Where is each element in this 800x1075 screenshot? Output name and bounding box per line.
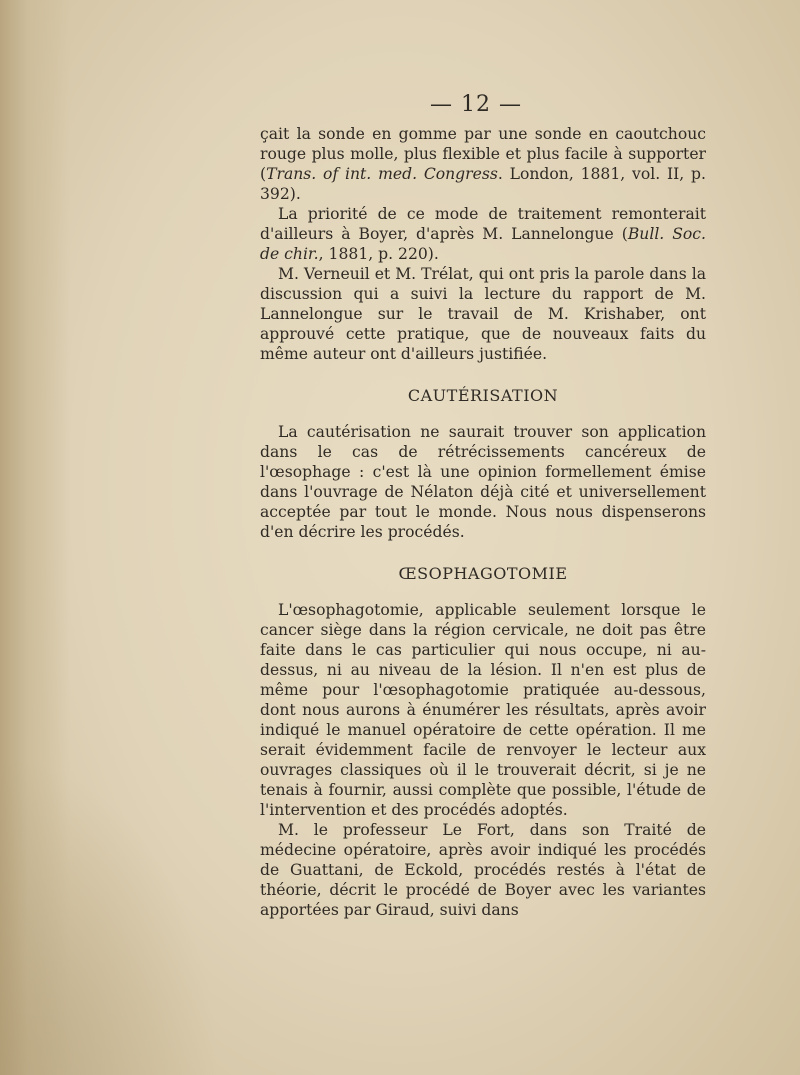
paragraph-1-text: çait la sonde en gomme par une sonde en caoutchouc rouge plus molle, plus flexible et plus facile à supporter ( [260,125,706,183]
citation-bull: Bull. Soc. de chir. [260,225,706,263]
paragraph-6: M. le professeur Le Fort, dans son Traité de médecine opératoire, après avoir indiqué les procédés de Guattani, de Eckold, procédés restés à l'état de théorie, décrit le procédé de Boyer avec les variantes apportées par Giraud, suivi dans [260,821,706,919]
citation-trans: Trans. of int. med. Congress [266,165,498,183]
paragraph-2 [260,204,706,264]
paragraph-1-end: . London, 1881, vol. II, p. 392). [260,165,706,203]
page-number: — 12 — [430,92,522,117]
paragraph-2-end: , 1881, p. 220). [318,245,439,263]
paragraph-3: M. Verneuil et M. Trélat, qui ont pris la parole dans la discussion qui a suivi la lecture du rapport de M. Lannelongue sur le travail de M. Krishaber, ont approuvé cette pratique, que de nouveaux faits du même auteur ont d'ailleurs justifiée. [260,265,706,363]
page-stain [0,755,220,1075]
section-heading-oesophagotomie: ŒSOPHAGOTOMIE [398,564,568,583]
body-text [260,124,706,920]
paragraph-1 [260,124,706,204]
section-heading-cauterisation: CAUTÉRISATION [407,386,559,405]
paragraph-4: La cautérisation ne saurait trouver son application dans le cas de rétrécissements cancéreux de l'œsophage : c'est là une opinion formellement émise dans l'ouvrage de Nélaton déjà cité et universellement acceptée par tout le monde. Nous nous dispenserons d'en décrire les procédés. [260,423,706,541]
paragraph-2-text: La priorité de ce mode de traitement remonterait d'ailleurs à Boyer, d'après M. Lannelongue ( [260,205,706,243]
paragraph-5: L'œsophagotomie, applicable seulement lorsque le cancer siège dans la région cervicale, ne doit pas être faite dans le cas particulier qui nous occupe, ni au-dessus, ni au niveau de la lésion. Il n'en est plus de même pour l'œsophagotomie pratiquée au-dessous, dont nous aurons à énumérer les résultats, après avoir indiqué le manuel opératoire de cette opération. Il me serait évidemment facile de renvoyer le lecteur aux ouvrages classiques où il le trouverait décrit, si je ne tenais à fournir, aussi complète que possible, l'étude de l'intervention et des procédés adoptés. [260,601,706,819]
